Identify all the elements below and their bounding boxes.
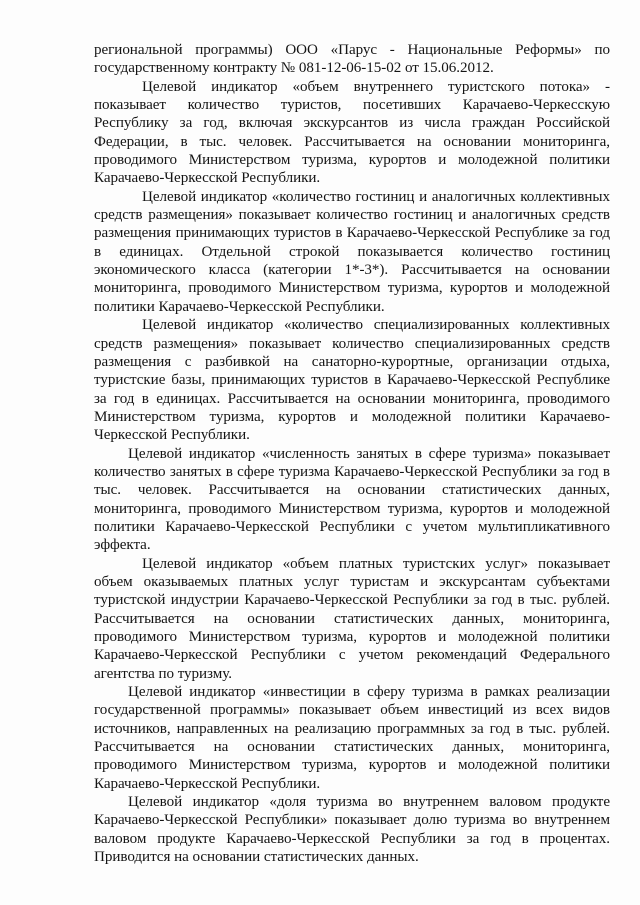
paragraph-specialized-accommodation: Целевой индикатор «количество специализированных коллективных средств размещения» показывает количество специализированных средств размещения с разбивкой на санаторно-курортные, организации отдыха, туристские базы, принимающих туристов в Карачаево-Черкесской Республике за год в единицах. Рассчитывается на основании мониторинга, проводимого Министерством туризма, курортов и молодежной политики Карачаево-Черкесской Республики.	[94, 317, 610, 444]
paragraph-investments: Целевой индикатор «инвестиции в сферу туризма в рамках реализации государственной программы» показывает объем инвестиций из всех видов источников, направленных на реализацию программных за год в тыс. рублей. Рассчитывается на основании статистических данных, мониторинга, проводимого Министерством туризма, курортов и молодежной политики Карачаево-Черкесской Республики.	[94, 684, 610, 792]
paragraph-continuation: региональной программы) ООО «Парус - Национальные Реформы» по государственному контракту № 081-12-06-15-02 от 15.06.2012.	[94, 42, 610, 77]
document-body	[94, 41, 610, 866]
paragraph-tourist-flow: Целевой индикатор «объем внутреннего туристского потока» - показывает количество туристов, посетивших Карачаево-Черкесскую Республику за год, включая экскурсантов из числа граждан Российской Федерации, в тыс. человек. Рассчитывается на основании мониторинга, проводимого Министерством туризма, курортов и молодежной политики Карачаево-Черкесской Республики.	[94, 78, 610, 187]
paragraph-gdp-share: Целевой индикатор «доля туризма во внутреннем валовом продукте Карачаево-Черкесской Республики» показывает долю туризма во внутреннем валовом продукте Карачаево-Черкесской Республики за год в процентах. Приводится на основании статистических данных.	[94, 794, 610, 866]
paragraph-paid-services: Целевой индикатор «объем платных туристских услуг» показывает объем оказываемых платных услуг туристам и экскурсантам субъектами туристской индустрии Карачаево-Черкесской Республики за год в тыс. рублей. Рассчитывается на основании статистических данных, мониторинга, проводимого Министерством туризма, курортов и молодежной политики Карачаево-Черкесской Республики с учетом рекомендаций Федерального агентства по туризму.	[94, 555, 610, 682]
paragraph-hotels: Целевой индикатор «количество гостиниц и аналогичных коллективных средств размещения» показывает количество гостиниц и аналогичных средств размещения принимающих туристов в Карачаево-Черкесской Республике за год в единицах. Отдельной строкой показывается количество гостиниц экономического класса (категории 1*-3*). Рассчитывается на основании мониторинга, проводимого Министерством туризма, курортов и молодежной политики Карачаево-Черкесской Республики.	[94, 188, 610, 315]
paragraph-employment: Целевой индикатор «численность занятых в сфере туризма» показывает количество занятых в сфере туризма Карачаево-Черкесской Республики за год в тыс. человек. Рассчитывается на основании статистических данных, мониторинга, проводимого Министерством туризма, курортов и молодежной политики Карачаево-Черкесской Республики с учетом мультипликативного эффекта.	[94, 445, 610, 554]
